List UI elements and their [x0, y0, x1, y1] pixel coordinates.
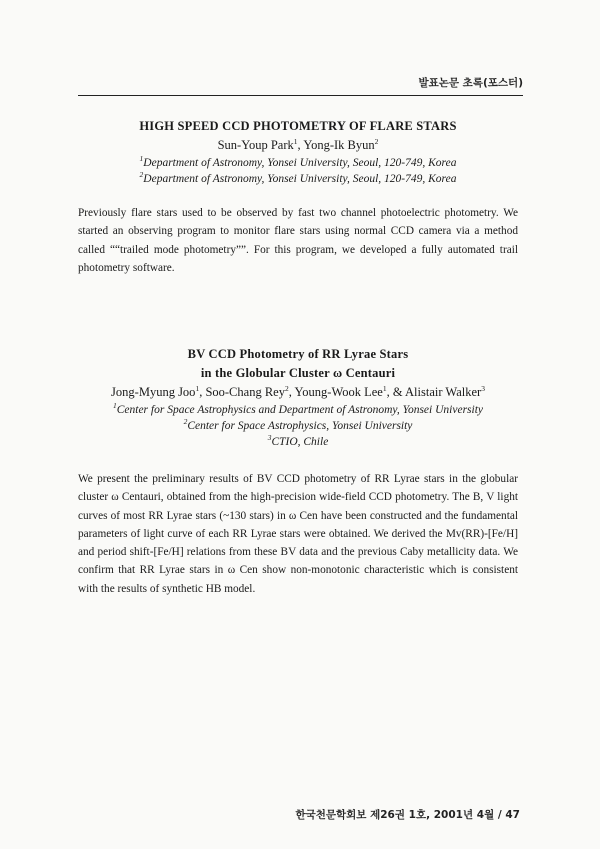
paper2-heading: [78, 347, 518, 448]
affil-sup: 3: [267, 433, 272, 442]
paper2-abstract: We present the preliminary results of BV CCD photometry of RR Lyrae stars in the globular cluster ω Centauri, obtained from the high-precision wide-field CCD photometry. The B, V light curves of most RR Lyrae stars (~130 stars) in ω Cen have been constructed and the fundamental parameters of light curve of each RR Lyrae stars were obtained. We derived the Mv(RR)-[Fe/H] and period shift-[Fe/H] relations from these BV data and the previous Caby metallicity data. We confirm that RR Lyrae stars in ω Cen show non-monotonic characteristic which is consistent with the results of synthetic HB model.: [78, 473, 518, 595]
paper2-affiliation-3: [78, 433, 518, 448]
affil-sup: 2: [183, 417, 188, 426]
paper1-affiliation-1: [78, 154, 518, 169]
author-name: Jong-Myung Joo: [111, 385, 196, 399]
affil-sup: 2: [139, 170, 144, 179]
paper1-title: HIGH SPEED CCD PHOTOMETRY OF FLARE STARS: [139, 119, 457, 133]
paper1-authors: [78, 138, 518, 153]
author-sup: 1: [195, 384, 200, 393]
affil-text: Center for Space Astrophysics and Department of Astronomy, Yonsei University: [116, 404, 484, 416]
author-sup: 1: [382, 384, 387, 393]
paper1-abstract: Previously flare stars used to be observed by fast two channel photoelectric photometry. We started an observing program to monitor flare stars using normal CCD camera via a method called ““trailed mode photometry””. For this program, we developed a fully automated trail photometry software.: [78, 207, 518, 274]
affil-sup: 1: [112, 401, 117, 410]
journal-footer: 한국천문학회보 제26권 1호, 2001년 4월 / 47: [295, 809, 520, 821]
author-sup: 2: [284, 384, 289, 393]
affil-sup: 1: [139, 154, 144, 163]
author-sep: ,: [199, 385, 206, 399]
paper1-abstract-block: [78, 204, 518, 277]
paper2-title-line2: in the Globular Cluster ω Centauri: [200, 366, 396, 380]
author-name: Alistair Walker: [405, 385, 482, 399]
author-sup: 3: [481, 384, 485, 393]
affil-text: CTIO, Chile: [271, 436, 329, 448]
header-rule: [78, 95, 523, 96]
author-name: Sun-Youp Park: [217, 138, 294, 152]
section-header: 발표논문 초록(포스터): [418, 77, 523, 89]
author-sep: ,: [288, 385, 295, 399]
paper1-heading: [78, 119, 518, 185]
author-sep: ,: [297, 138, 304, 152]
paper2-affiliation-1: [78, 401, 518, 416]
paper2-affiliation-2: [78, 417, 518, 432]
paper1-affiliation-2: [78, 170, 518, 185]
author-sup: 2: [374, 137, 379, 146]
author-sup: 1: [293, 137, 298, 146]
affil-text: Center for Space Astrophysics, Yonsei University: [187, 420, 413, 432]
paper2-authors: [78, 385, 518, 400]
affil-text: Department of Astronomy, Yonsei University, Seoul, 120-749, Korea: [143, 173, 457, 185]
author-name: Soo-Chang Rey: [205, 385, 285, 399]
affil-text: Department of Astronomy, Yonsei University, Seoul, 120-749, Korea: [143, 157, 457, 169]
author-name: Young-Wook Lee: [294, 385, 383, 399]
author-name: Yong-Ik Byun: [303, 138, 375, 152]
paper2-abstract-block: [78, 470, 518, 598]
author-sep: , &: [386, 385, 406, 399]
paper2-title-line1: BV CCD Photometry of RR Lyrae Stars: [187, 347, 409, 361]
